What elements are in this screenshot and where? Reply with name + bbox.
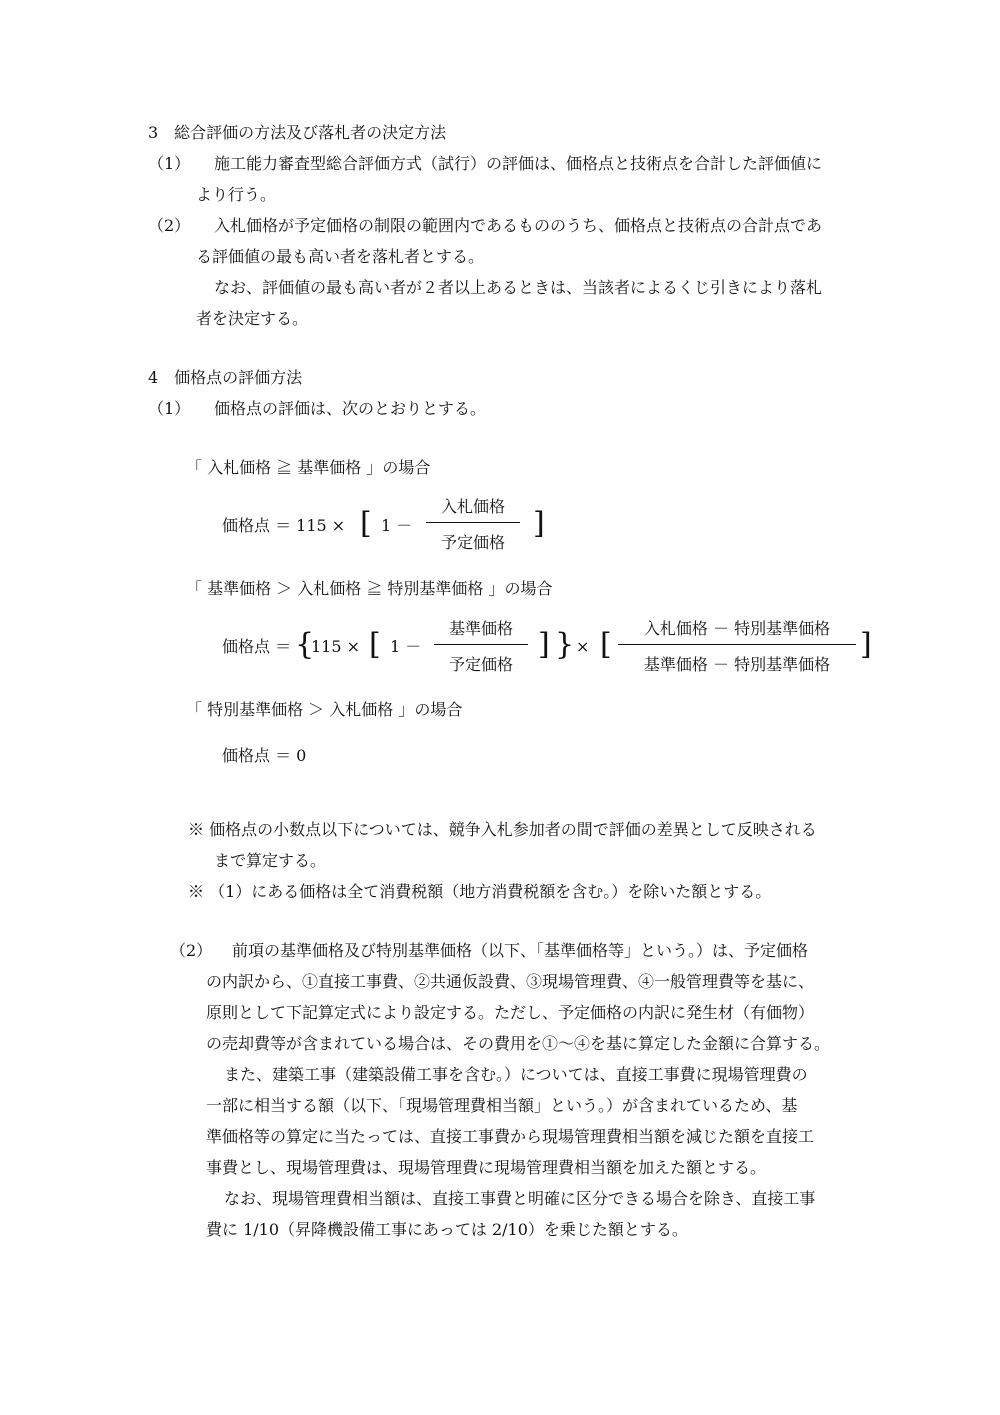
s3-item2-line3: なお、評価値の最も高い者が２者以上あるときは、当該者によるくじ引きにより落札 [214,278,823,297]
case2-fraction2-numerator: 入札価格 － 特別基準価格 [643,619,831,638]
case1-lhs: 価格点 ＝ 115 × [222,516,346,535]
case2-close-bracket: ] [538,627,550,662]
case2-fraction1-numerator: 基準価格 [448,619,513,638]
case1-one-minus: 1 － [381,516,413,535]
case2-times: × [576,637,590,656]
case1-close-bracket: ] [533,506,545,541]
case2-condition: 「 基準価格 ＞ 入札価格 ≧ 特別基準価格 」の場合 [186,579,553,598]
case2-fraction2 [618,618,856,676]
s4-item2-line4: の売却費等が含まれている場合は、その費用を①～④を基に算定した金額に合算する。 [206,1034,831,1053]
s4-item2-line6: 一部に相当する額（以下、「現場管理費相当額」という。）が含まれているため、基 [206,1096,798,1115]
case1-open-bracket: [ [360,506,372,541]
s4-item2-line2: の内訳から、①直接工事費、②共通仮設費、③現場管理費、④一般管理費等を基に、 [206,972,815,991]
section4-heading: 4 価格点の評価方法 [148,368,303,387]
case2-coefficient: 115 × [311,637,361,656]
section3-heading: 3 総合評価の方法及び落札者の決定方法 [148,123,447,142]
case2-fraction1-denominator: 予定価格 [448,655,513,674]
case2-open-bracket2: [ [600,627,612,662]
case1-condition: 「 入札価格 ≧ 基準価格 」の場合 [186,458,431,477]
case3-formula: 価格点 ＝ 0 [222,746,307,765]
case2-fraction2-bar [618,644,856,645]
note2: ※ （1）にある価格は全て消費税額（地方消費税額を含む。）を除いた額とする。 [188,882,772,901]
s4-item1-line1: 価格点の評価は、次のとおりとする。 [214,399,487,418]
s3-item1-line2: より行う。 [196,185,277,204]
s3-item2-line4: 者を決定する。 [196,309,309,328]
case1-numerator: 入札価格 [440,497,505,516]
case3-condition: 「 特別基準価格 ＞ 入札価格 」の場合 [186,700,463,719]
case2-lhs: 価格点 ＝ [222,637,292,656]
note1-line1: ※ 価格点の小数点以下については、競争入札参加者の間で評価の差異として反映される [188,820,817,839]
s4-item2-line3: 原則として下記算定式により設定する。ただし、予定価格の内訳に発生材（有価物） [206,1003,815,1022]
case2-fraction2-denominator: 基準価格 － 特別基準価格 [643,655,831,674]
s4-item2-line10: 費に 1/10（昇降機設備工事にあっては 2/10）を乗じた額とする。 [206,1220,688,1239]
s3-item1-number: （1） [148,154,191,173]
note1-line2: まで算定する。 [214,851,327,870]
case2-fraction1 [434,618,528,676]
case1-fraction-bar [426,522,520,523]
s4-item1-number: （1） [148,399,191,418]
s4-item2-line9: なお、現場管理費相当額は、直接工事費と明確に区分できる場合を除き、直接工事 [224,1189,816,1208]
s3-item2-line1: 入札価格が予定価格の制限の範囲内であるもののうち、価格点と技術点の合計点であ [214,216,823,235]
case2-close-bracket2: ] [860,627,872,662]
case2-fraction1-bar [434,644,528,645]
s3-item1-line1: 施工能力審査型総合評価方式（試行）の評価は、価格点と技術点を合計した評価値に [214,154,823,173]
case1-fraction [426,496,520,554]
s4-item2-number: （2） [170,941,213,960]
case2-one-minus: 1 － [390,637,422,656]
s4-item2-line8: 事費とし、現場管理費は、現場管理費に現場管理費相当額を加えた額とする。 [206,1158,767,1177]
s3-item2-line2: る評価値の最も高い者を落札者とする。 [196,247,485,266]
case2-close-brace: } [555,627,575,662]
s4-item2-line5: また、建築工事（建築設備工事を含む。）については、直接工事費に現場管理費の [224,1065,808,1084]
s4-item2-line1: 前項の基準価格及び特別基準価格（以下、「基準価格等」という。）は、予定価格 [232,941,809,960]
case2-open-bracket: [ [369,627,381,662]
case2-open-brace: { [295,627,315,662]
case1-denominator: 予定価格 [440,533,505,552]
s4-item2-line7: 準価格等の算定に当たっては、直接工事費から現場管理費相当額を減じた額を直接工 [206,1127,815,1146]
s3-item2-number: （2） [148,216,191,235]
